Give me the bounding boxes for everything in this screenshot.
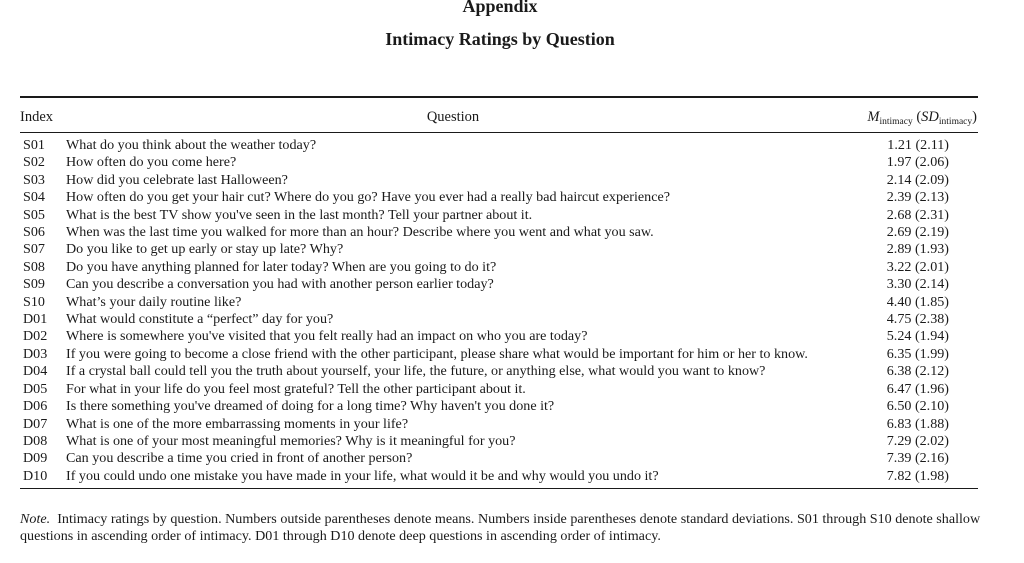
row-mean-sd: 2.14 (2.09) xyxy=(886,171,949,188)
table-row xyxy=(20,172,978,189)
table-row xyxy=(20,189,978,206)
row-mean-sd: 2.68 (2.31) xyxy=(886,206,949,223)
row-mean-sd: 2.69 (2.19) xyxy=(886,224,949,241)
row-mean-sd: 7.29 (2.02) xyxy=(886,432,949,449)
row-index: S10 xyxy=(23,293,45,310)
row-mean-sd: 6.47 (1.96) xyxy=(886,380,949,397)
row-mean-sd: 7.39 (2.16) xyxy=(886,450,949,467)
header-open-paren: ( xyxy=(916,109,922,125)
table-body xyxy=(20,133,978,488)
row-index: D08 xyxy=(23,432,48,449)
row-question: Can you describe a conversation you had with another person earlier today? xyxy=(66,276,494,293)
row-index: D05 xyxy=(23,380,48,397)
header-question: Question xyxy=(426,109,480,125)
row-index: D01 xyxy=(23,311,48,328)
row-mean-sd: 6.83 (1.88) xyxy=(886,415,949,432)
row-index: S06 xyxy=(23,224,45,241)
row-question: Where is somewhere you've visited that you felt really had an impact on who you are today? xyxy=(66,328,588,345)
row-question: Can you describe a time you cried in front of another person? xyxy=(66,450,413,467)
row-question: What is the best TV show you've seen in the last month? Tell your partner about it. xyxy=(66,206,533,223)
row-index: S03 xyxy=(23,171,45,188)
row-question: If you were going to become a close friend with the other participant, please share what would be important for him or her to know. xyxy=(66,345,808,362)
header-sd-sub: intimacy xyxy=(938,117,973,127)
row-mean-sd: 7.82 (1.98) xyxy=(886,467,949,484)
row-index: D07 xyxy=(23,415,48,432)
row-question: How did you celebrate last Halloween? xyxy=(66,171,288,188)
row-mean-sd: 2.39 (2.13) xyxy=(886,189,949,206)
table-row xyxy=(20,398,978,415)
row-question: If a crystal ball could tell you the truth about yourself, your life, the future, or anything else, what would you want to know? xyxy=(66,363,766,380)
table-row xyxy=(20,207,978,224)
row-mean-sd: 2.89 (1.93) xyxy=(886,241,949,258)
header-m: M xyxy=(867,109,880,125)
table-row xyxy=(20,416,978,433)
table-row xyxy=(20,433,978,450)
row-mean-sd: 6.38 (2.12) xyxy=(886,363,949,380)
row-index: D09 xyxy=(23,450,48,467)
row-question: What is one of the more embarrassing moments in your life? xyxy=(66,415,409,432)
row-index: S01 xyxy=(23,137,45,153)
row-index: S05 xyxy=(23,206,45,223)
row-index: D03 xyxy=(23,345,48,362)
row-mean-sd: 4.40 (1.85) xyxy=(886,293,949,310)
row-mean-sd: 1.97 (2.06) xyxy=(886,154,949,171)
table-row xyxy=(20,346,978,363)
table-row xyxy=(20,468,978,485)
note-label: Note. xyxy=(20,511,51,527)
table-row xyxy=(20,311,978,328)
row-index: D02 xyxy=(23,328,48,345)
row-question: What’s your daily routine like? xyxy=(66,293,242,310)
table-row xyxy=(20,154,978,171)
row-question: How often do you come here? xyxy=(66,154,237,171)
header-index: Index xyxy=(20,109,54,125)
table-row xyxy=(20,137,978,154)
table-row xyxy=(20,381,978,398)
row-question: When was the last time you walked for more than an hour? Describe where you went and what you saw. xyxy=(66,224,654,241)
intimacy-table xyxy=(20,96,978,489)
header-close-paren: ) xyxy=(972,109,977,125)
table-row xyxy=(20,259,978,276)
row-index: D06 xyxy=(23,398,48,415)
table-header xyxy=(20,98,978,133)
table-row xyxy=(20,224,978,241)
row-mean-sd: 3.30 (2.14) xyxy=(886,276,949,293)
row-question: How often do you get your hair cut? Where do you go? Have you ever had a really bad haircut experience? xyxy=(66,189,670,206)
row-question: Is there something you've dreamed of doing for a long time? Why haven't you done it? xyxy=(66,398,555,415)
table-title: Intimacy Ratings by Question xyxy=(385,29,615,49)
row-mean-sd: 4.75 (2.38) xyxy=(886,311,949,328)
row-mean-sd: 1.21 (2.11) xyxy=(887,137,949,153)
table-row xyxy=(20,450,978,467)
appendix-title: Appendix xyxy=(462,0,538,16)
row-question: What would constitute a “perfect” day for you? xyxy=(66,311,334,328)
header-m-sub: intimacy xyxy=(879,117,913,127)
row-index: D04 xyxy=(23,363,48,380)
row-mean-sd: 3.22 (2.01) xyxy=(886,258,949,275)
table-row xyxy=(20,241,978,258)
header-mean-sd xyxy=(867,109,977,127)
row-question: If you could undo one mistake you have made in your life, what would it be and why would you undo it? xyxy=(66,467,659,484)
row-index: S08 xyxy=(23,258,45,275)
row-question: What is one of your most meaningful memories? Why is it meaningful for you? xyxy=(66,432,516,449)
row-mean-sd: 5.24 (1.94) xyxy=(886,328,949,345)
row-mean-sd: 6.50 (2.10) xyxy=(886,398,949,415)
row-index: S02 xyxy=(23,154,45,171)
row-mean-sd: 6.35 (1.99) xyxy=(886,345,949,362)
header-sd: SD xyxy=(921,109,939,125)
table-row xyxy=(20,363,978,380)
row-question: Do you like to get up early or stay up late? Why? xyxy=(66,241,344,258)
row-question: What do you think about the weather today? xyxy=(66,137,317,153)
table-note xyxy=(20,511,982,546)
row-index: D10 xyxy=(23,467,48,484)
row-question: Do you have anything planned for later today? When are you going to do it? xyxy=(66,258,497,275)
row-index: S04 xyxy=(23,189,45,206)
row-index: S07 xyxy=(23,241,45,258)
table-row xyxy=(20,276,978,293)
table-row xyxy=(20,328,978,345)
row-question: For what in your life do you feel most grateful? Tell the other participant about it. xyxy=(66,380,526,397)
row-index: S09 xyxy=(23,276,45,293)
note-text: Intimacy ratings by question. Numbers outside parentheses denote means. Numbers inside parentheses denote standard deviations. S01 through S10 denote shallow questions in ascending order of intimacy. D01 through D10 denote deep questions in ascending order of intimacy. xyxy=(20,511,981,545)
table-row xyxy=(20,294,978,311)
